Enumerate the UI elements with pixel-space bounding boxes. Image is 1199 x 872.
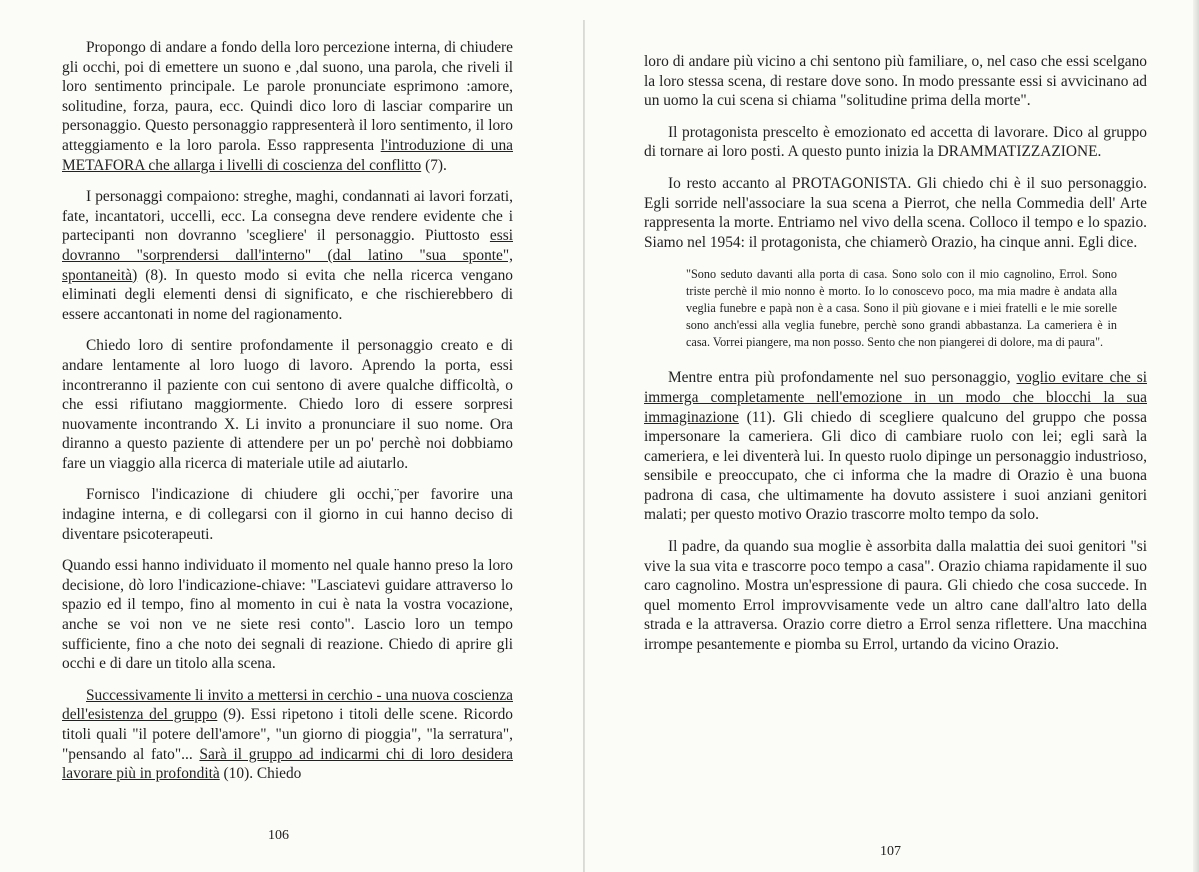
paragraph-p3 [62,336,513,473]
paragraph-r2 [644,123,1147,162]
text-run: I personaggi compaiono: streghe, maghi, condannati ai lavori forzati, fate, incantatori, uccelli, ecc. La consegna deve rendere evidente che i partecipanti non dovranno 'scegliere' il personaggio. Piuttosto [62,188,513,245]
paragraph-r4 [644,368,1147,525]
text-run: (9). Essi ripetono i titoli delle scene. Ricordo titoli quali "il potere dell'amore", "un giorno di pioggia", "la serratura", "pensando al fato"... [62,706,513,763]
text-run: Fornisco l'indicazione di chiudere gli occhi,¨per favorire una indagine interna, e di collegarsi con il giorno in cui hanno deciso di diventare psicoterapeuti. [62,486,513,543]
underlined-text: Successivamente li invito a mettersi in cerchio - una nuova coscienza dell'esistenza del gruppo [62,686,513,724]
text-run: (7). [421,156,447,174]
text-run: Il padre, da quando sua moglie è assorbita dalla malattia dei suoi genitori "si vive la sua vita e trascorre poco tempo a casa". Orazio chiama rapidamente il suo caro cagnolino. Mostra un'espressione di paura. Gli chiedo che cosa succede. In quel momento Errol improvvisamente vede un altro cane dall'altro lato della strada e la attraversa. Orazio corre dietro a Errol senza riflettere. Una macchina irrompe pesantemente e piomba su Errol, urtando da vicino Orazio. [644,538,1147,654]
paragraph-p5 [62,556,513,674]
block-quote: "Sono seduto davanti alla porta di casa. Sono solo con il mio cagnolino, Errol. Sono triste perchè il mio nonno è morto. Io lo conoscevo poco, ma mia madre è andata alla veglia funebre e papà non è a casa. Sono il più giovane e i miei fratelli e le mie sorelle sono anch'essi alla veglia funebre, perchè sono grandi abbastanza. La cameriera è in casa. Vorrei piangere, ma non posso. Sento che non piangerei di dolore, ma di paura". [686,267,1117,349]
text-run: (8). In questo modo si evita che nella ricerca vengano eliminati degli elementi densi di significato, e che rischierebbero di essere accantonati in nome del ragionamento. [62,266,513,323]
underlined-text: voglio evitare che si immerga completamente nell'emozione in un modo che blocchi la sua immaginazione [644,369,1147,426]
page-number-left: 106 [268,828,289,843]
paragraph-r3 [644,174,1147,252]
text-run: Mentre entra più profondamente nel suo personaggio, [668,369,1017,387]
page-number-right: 107 [880,844,901,859]
left-page [0,0,585,872]
text-run: Propongo di andare a fondo della loro percezione interna, di chiudere gli occhi, poi di emettere un suono e ,dal suono, una parola, che riveli il loro sentimento principale. Le parole pronunciate esprimono :amore, solitudine, forza, paura, ecc. Quindi dico loro di lasciar comparire un personaggio. Questo personaggio rappresenterà il loro sentimento, il loro atteggiamento e la loro parola. Esso rappresenta [62,39,513,154]
paragraph-p4 [62,485,513,544]
text-run: (11). Gli chiedo di scegliere qualcuno del gruppo che possa impersonare la cameriera. Gli dico di cambiare ruolo con lei; egli sarà la cameriera, e lei diventerà lui. In questo ruolo dipinge un personaggio industrioso, sensibile e preoccupato, che ci informa che la madre di Orazio è una buona padrona di casa, che ultimamente ha dovuto assistere i suoi anziani genitori malati; per questo motivo Orazio trascorre molto tempo da solo. [644,408,1147,524]
underlined-text: essi dovranno "sorprendersi dall'interno" (dal latino "sua sponte", spontaneità) [62,227,513,284]
paragraph-r1 [644,52,1147,111]
underlined-text: l'introduzione di una METAFORA che allarga i livelli di coscienza del conflitto [62,136,513,174]
text-run: Il protagonista prescelto è emozionato ed accetta di lavorare. Dico al gruppo di tornare ai loro posti. A questo punto inizia la DRAMMATIZZAZIONE. [644,123,1147,161]
right-page [588,0,1199,872]
text-run: Chiedo loro di sentire profondamente il personaggio creato e di andare lentamente al loro luogo di lavoro. Aprendo la porta, essi incontreranno il paziente con cui sentono di avere qualche difficoltà, o che essi rifiutano maggiormente. Chiedo loro di essere sorpresi nuovamente incontrando X. Li invito a pronunciare il suo nome. Ora diranno a questo paziente di attendere per un po' perchè noi dobbiamo fare un viaggio alla ricerca di materiale utile ad aiutarlo. [62,337,513,472]
paragraph-p2 [62,187,513,324]
text-run: Quando essi hanno individuato il momento nel quale hanno preso la loro decisione, dò loro l'indicazione-chiave: "Lasciatevi guidare attraverso lo spazio ed il tempo, fino al momento in cui è nata la vostra vocazione, anche se voi non ve ne siete resi conto". Lascio loro un tempo sufficiente, fino a che noto dei segnali di reazione. Chiedo di aprire gli occhi e di dare un titolo alla scena. [62,557,513,673]
text-run: (10). Chiedo [219,765,302,783]
text-run: Io resto accanto al PROTAGONISTA. Gli chiedo chi è il suo personaggio. Egli sorride nell'associare la sua scena a Pierrot, che nella Commedia dell' Arte rappresenta la morte. Entriamo nel vivo della scena. Colloco il tempo e lo spazio. Siamo nel 1954: il protagonista, che chiamerò Orazio, ha cinque anni. Egli dice. [644,174,1147,251]
paragraph-p6 [62,686,513,784]
paragraph-p1 [62,38,513,175]
text-run: loro di andare più vicino a chi sentono più familiare, o, nel caso che essi scelgano la loro stessa scena, di restare dove sono. In modo pressante essi si avvicinano ad un uomo la cui scena si chiama "solitudine prima della morte". [644,53,1147,110]
underlined-text: Sarà il gruppo ad indicarmi chi di loro desidera lavorare più in profondità [62,745,513,783]
paragraph-r5 [644,537,1147,655]
